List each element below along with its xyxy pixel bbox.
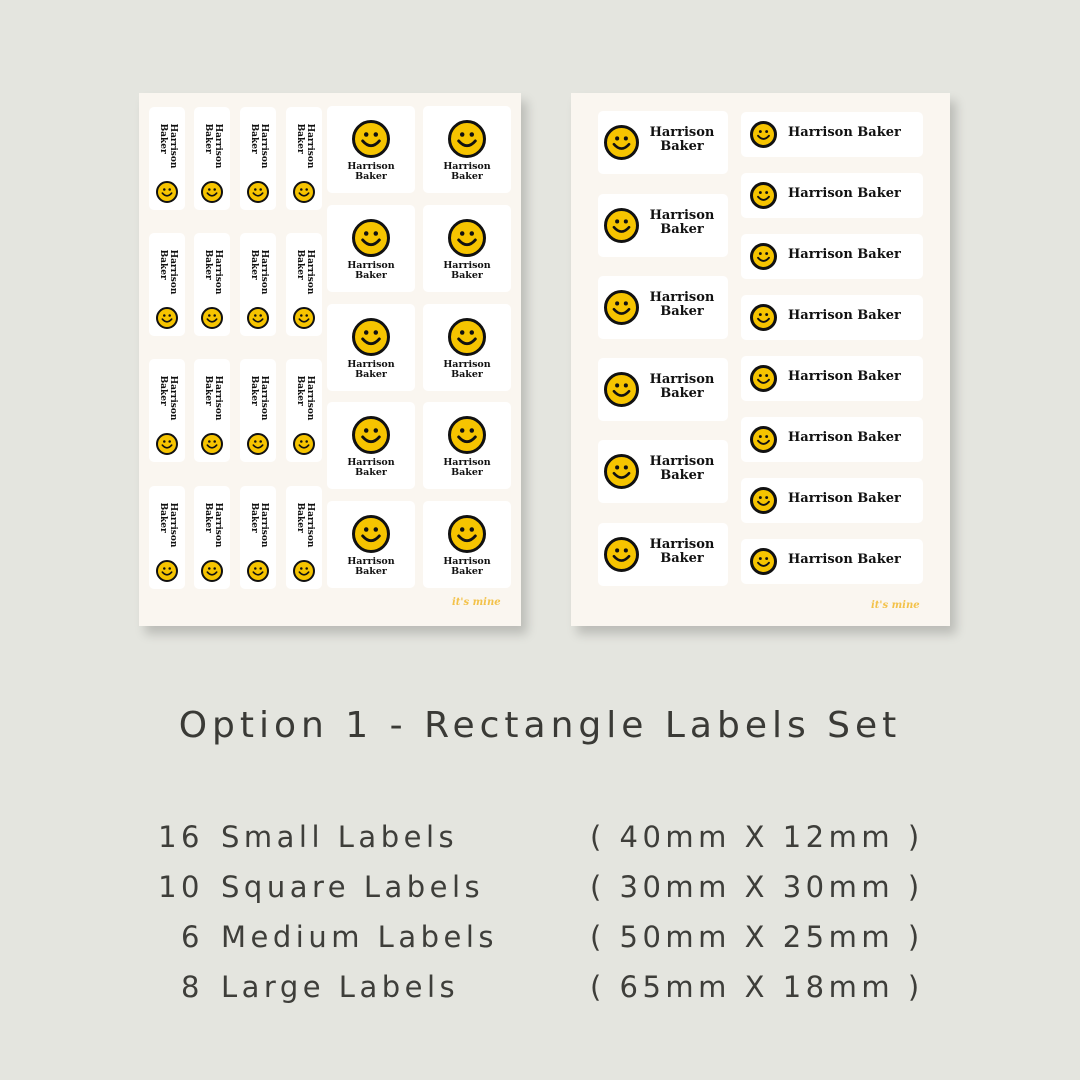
spec-dimensions: ( 40mm X 12mm ) bbox=[590, 820, 924, 854]
label-name: Harrison Baker bbox=[788, 186, 901, 201]
large-label bbox=[741, 356, 923, 401]
smiley-face-icon bbox=[750, 243, 777, 270]
smiley-face-icon bbox=[352, 120, 390, 158]
small-label bbox=[240, 233, 276, 336]
small-label bbox=[194, 359, 230, 462]
label-name: Harrison Baker bbox=[249, 502, 269, 548]
label-name: Harrison Baker bbox=[788, 125, 901, 140]
spec-dimensions: ( 30mm X 30mm ) bbox=[590, 870, 924, 904]
square-label bbox=[327, 501, 415, 588]
medium-label bbox=[598, 194, 728, 257]
label-name: Harrison Baker bbox=[788, 308, 901, 323]
brand-logo-text: it's mine bbox=[871, 600, 920, 611]
smiley-face-icon bbox=[750, 548, 777, 575]
label-name: Harrison Baker bbox=[347, 457, 395, 478]
spec-name: Medium Labels bbox=[221, 920, 499, 954]
small-label bbox=[194, 486, 230, 589]
spec-name: Square Labels bbox=[221, 870, 485, 904]
smiley-face-icon bbox=[156, 433, 178, 455]
large-label bbox=[741, 478, 923, 523]
square-label bbox=[327, 304, 415, 391]
spec-name: Large Labels bbox=[221, 970, 460, 1004]
label-name: Harrison Baker bbox=[295, 249, 315, 295]
small-label bbox=[149, 233, 185, 336]
label-name: Harrison Baker bbox=[347, 260, 395, 281]
smiley-face-icon bbox=[247, 181, 269, 203]
smiley-face-icon bbox=[352, 318, 390, 356]
smiley-face-icon bbox=[604, 372, 639, 407]
spec-dimensions: ( 65mm X 18mm ) bbox=[590, 970, 924, 1004]
label-name: Harrison Baker bbox=[347, 161, 395, 182]
square-label bbox=[327, 106, 415, 193]
smiley-face-icon bbox=[156, 560, 178, 582]
large-label bbox=[741, 417, 923, 462]
label-name: Harrison Baker bbox=[649, 208, 715, 237]
spec-count: 8 bbox=[181, 970, 204, 1004]
label-name: Harrison Baker bbox=[203, 249, 223, 295]
spec-count: 10 bbox=[158, 870, 204, 904]
smiley-face-icon bbox=[201, 560, 223, 582]
label-name: Harrison Baker bbox=[649, 454, 715, 483]
square-label bbox=[423, 304, 511, 391]
label-name: Harrison Baker bbox=[788, 247, 901, 262]
medium-label bbox=[598, 111, 728, 174]
small-label bbox=[149, 486, 185, 589]
small-label bbox=[286, 359, 322, 462]
large-label bbox=[741, 173, 923, 218]
label-name: Harrison Baker bbox=[158, 375, 178, 421]
smiley-face-icon bbox=[201, 307, 223, 329]
spec-name: Small Labels bbox=[221, 820, 459, 854]
label-name: Harrison Baker bbox=[158, 502, 178, 548]
medium-label bbox=[598, 358, 728, 421]
smiley-face-icon bbox=[247, 560, 269, 582]
small-label bbox=[194, 233, 230, 336]
label-name: Harrison Baker bbox=[649, 537, 715, 566]
smiley-face-icon bbox=[352, 515, 390, 553]
label-name: Harrison Baker bbox=[347, 556, 395, 577]
label-name: Harrison Baker bbox=[443, 161, 491, 182]
smiley-face-icon bbox=[448, 515, 486, 553]
label-name: Harrison Baker bbox=[788, 552, 901, 567]
label-sheet-right bbox=[571, 93, 950, 626]
medium-label bbox=[598, 276, 728, 339]
label-name: Harrison Baker bbox=[295, 502, 315, 548]
smiley-face-icon bbox=[750, 304, 777, 331]
smiley-face-icon bbox=[247, 307, 269, 329]
smiley-face-icon bbox=[750, 487, 777, 514]
smiley-face-icon bbox=[293, 560, 315, 582]
smiley-face-icon bbox=[604, 454, 639, 489]
small-label bbox=[286, 486, 322, 589]
label-name: Harrison Baker bbox=[443, 457, 491, 478]
label-name: Harrison Baker bbox=[443, 260, 491, 281]
smiley-face-icon bbox=[352, 219, 390, 257]
smiley-face-icon bbox=[156, 307, 178, 329]
small-label bbox=[149, 359, 185, 462]
small-label bbox=[240, 486, 276, 589]
page-title: Option 1 - Rectangle Labels Set bbox=[178, 705, 902, 746]
smiley-face-icon bbox=[604, 208, 639, 243]
smiley-face-icon bbox=[604, 290, 639, 325]
smiley-face-icon bbox=[448, 318, 486, 356]
square-label bbox=[423, 205, 511, 292]
medium-label bbox=[598, 440, 728, 503]
spec-count: 16 bbox=[158, 820, 204, 854]
smiley-face-icon bbox=[750, 365, 777, 392]
smiley-face-icon bbox=[293, 307, 315, 329]
brand-logo-text: it's mine bbox=[452, 597, 501, 608]
spec-count: 6 bbox=[181, 920, 204, 954]
smiley-face-icon bbox=[448, 120, 486, 158]
label-name: Harrison Baker bbox=[347, 359, 395, 380]
small-label bbox=[149, 107, 185, 210]
smiley-face-icon bbox=[750, 426, 777, 453]
label-name: Harrison Baker bbox=[158, 249, 178, 295]
square-label bbox=[423, 501, 511, 588]
label-name: Harrison Baker bbox=[443, 556, 491, 577]
large-label bbox=[741, 112, 923, 157]
square-label bbox=[327, 205, 415, 292]
label-name: Harrison Baker bbox=[203, 375, 223, 421]
spec-dimensions: ( 50mm X 25mm ) bbox=[590, 920, 924, 954]
small-label bbox=[194, 107, 230, 210]
label-name: Harrison Baker bbox=[203, 123, 223, 169]
small-label bbox=[286, 233, 322, 336]
spec-row bbox=[0, 970, 1080, 1010]
smiley-face-icon bbox=[448, 416, 486, 454]
label-name: Harrison Baker bbox=[295, 123, 315, 169]
medium-label bbox=[598, 523, 728, 586]
small-label bbox=[240, 107, 276, 210]
smiley-face-icon bbox=[604, 125, 639, 160]
smiley-face-icon bbox=[352, 416, 390, 454]
spec-row bbox=[0, 820, 1080, 860]
smiley-face-icon bbox=[201, 433, 223, 455]
spec-row bbox=[0, 920, 1080, 960]
label-name: Harrison Baker bbox=[649, 372, 715, 401]
label-name: Harrison Baker bbox=[203, 502, 223, 548]
label-sheet-left bbox=[139, 93, 521, 626]
label-name: Harrison Baker bbox=[788, 491, 901, 506]
label-name: Harrison Baker bbox=[788, 430, 901, 445]
smiley-face-icon bbox=[201, 181, 223, 203]
square-label bbox=[423, 402, 511, 489]
smiley-face-icon bbox=[750, 121, 777, 148]
spec-row bbox=[0, 870, 1080, 910]
square-label bbox=[423, 106, 511, 193]
label-name: Harrison Baker bbox=[249, 375, 269, 421]
label-name: Harrison Baker bbox=[649, 125, 715, 154]
smiley-face-icon bbox=[750, 182, 777, 209]
large-label bbox=[741, 295, 923, 340]
smiley-face-icon bbox=[604, 537, 639, 572]
large-label bbox=[741, 234, 923, 279]
smiley-face-icon bbox=[156, 181, 178, 203]
small-label bbox=[286, 107, 322, 210]
large-label bbox=[741, 539, 923, 584]
label-name: Harrison Baker bbox=[788, 369, 901, 384]
label-name: Harrison Baker bbox=[158, 123, 178, 169]
label-name: Harrison Baker bbox=[443, 359, 491, 380]
label-name: Harrison Baker bbox=[649, 290, 715, 319]
smiley-face-icon bbox=[293, 181, 315, 203]
smiley-face-icon bbox=[247, 433, 269, 455]
square-label bbox=[327, 402, 415, 489]
label-name: Harrison Baker bbox=[295, 375, 315, 421]
label-name: Harrison Baker bbox=[249, 123, 269, 169]
label-name: Harrison Baker bbox=[249, 249, 269, 295]
small-label bbox=[240, 359, 276, 462]
smiley-face-icon bbox=[448, 219, 486, 257]
smiley-face-icon bbox=[293, 433, 315, 455]
